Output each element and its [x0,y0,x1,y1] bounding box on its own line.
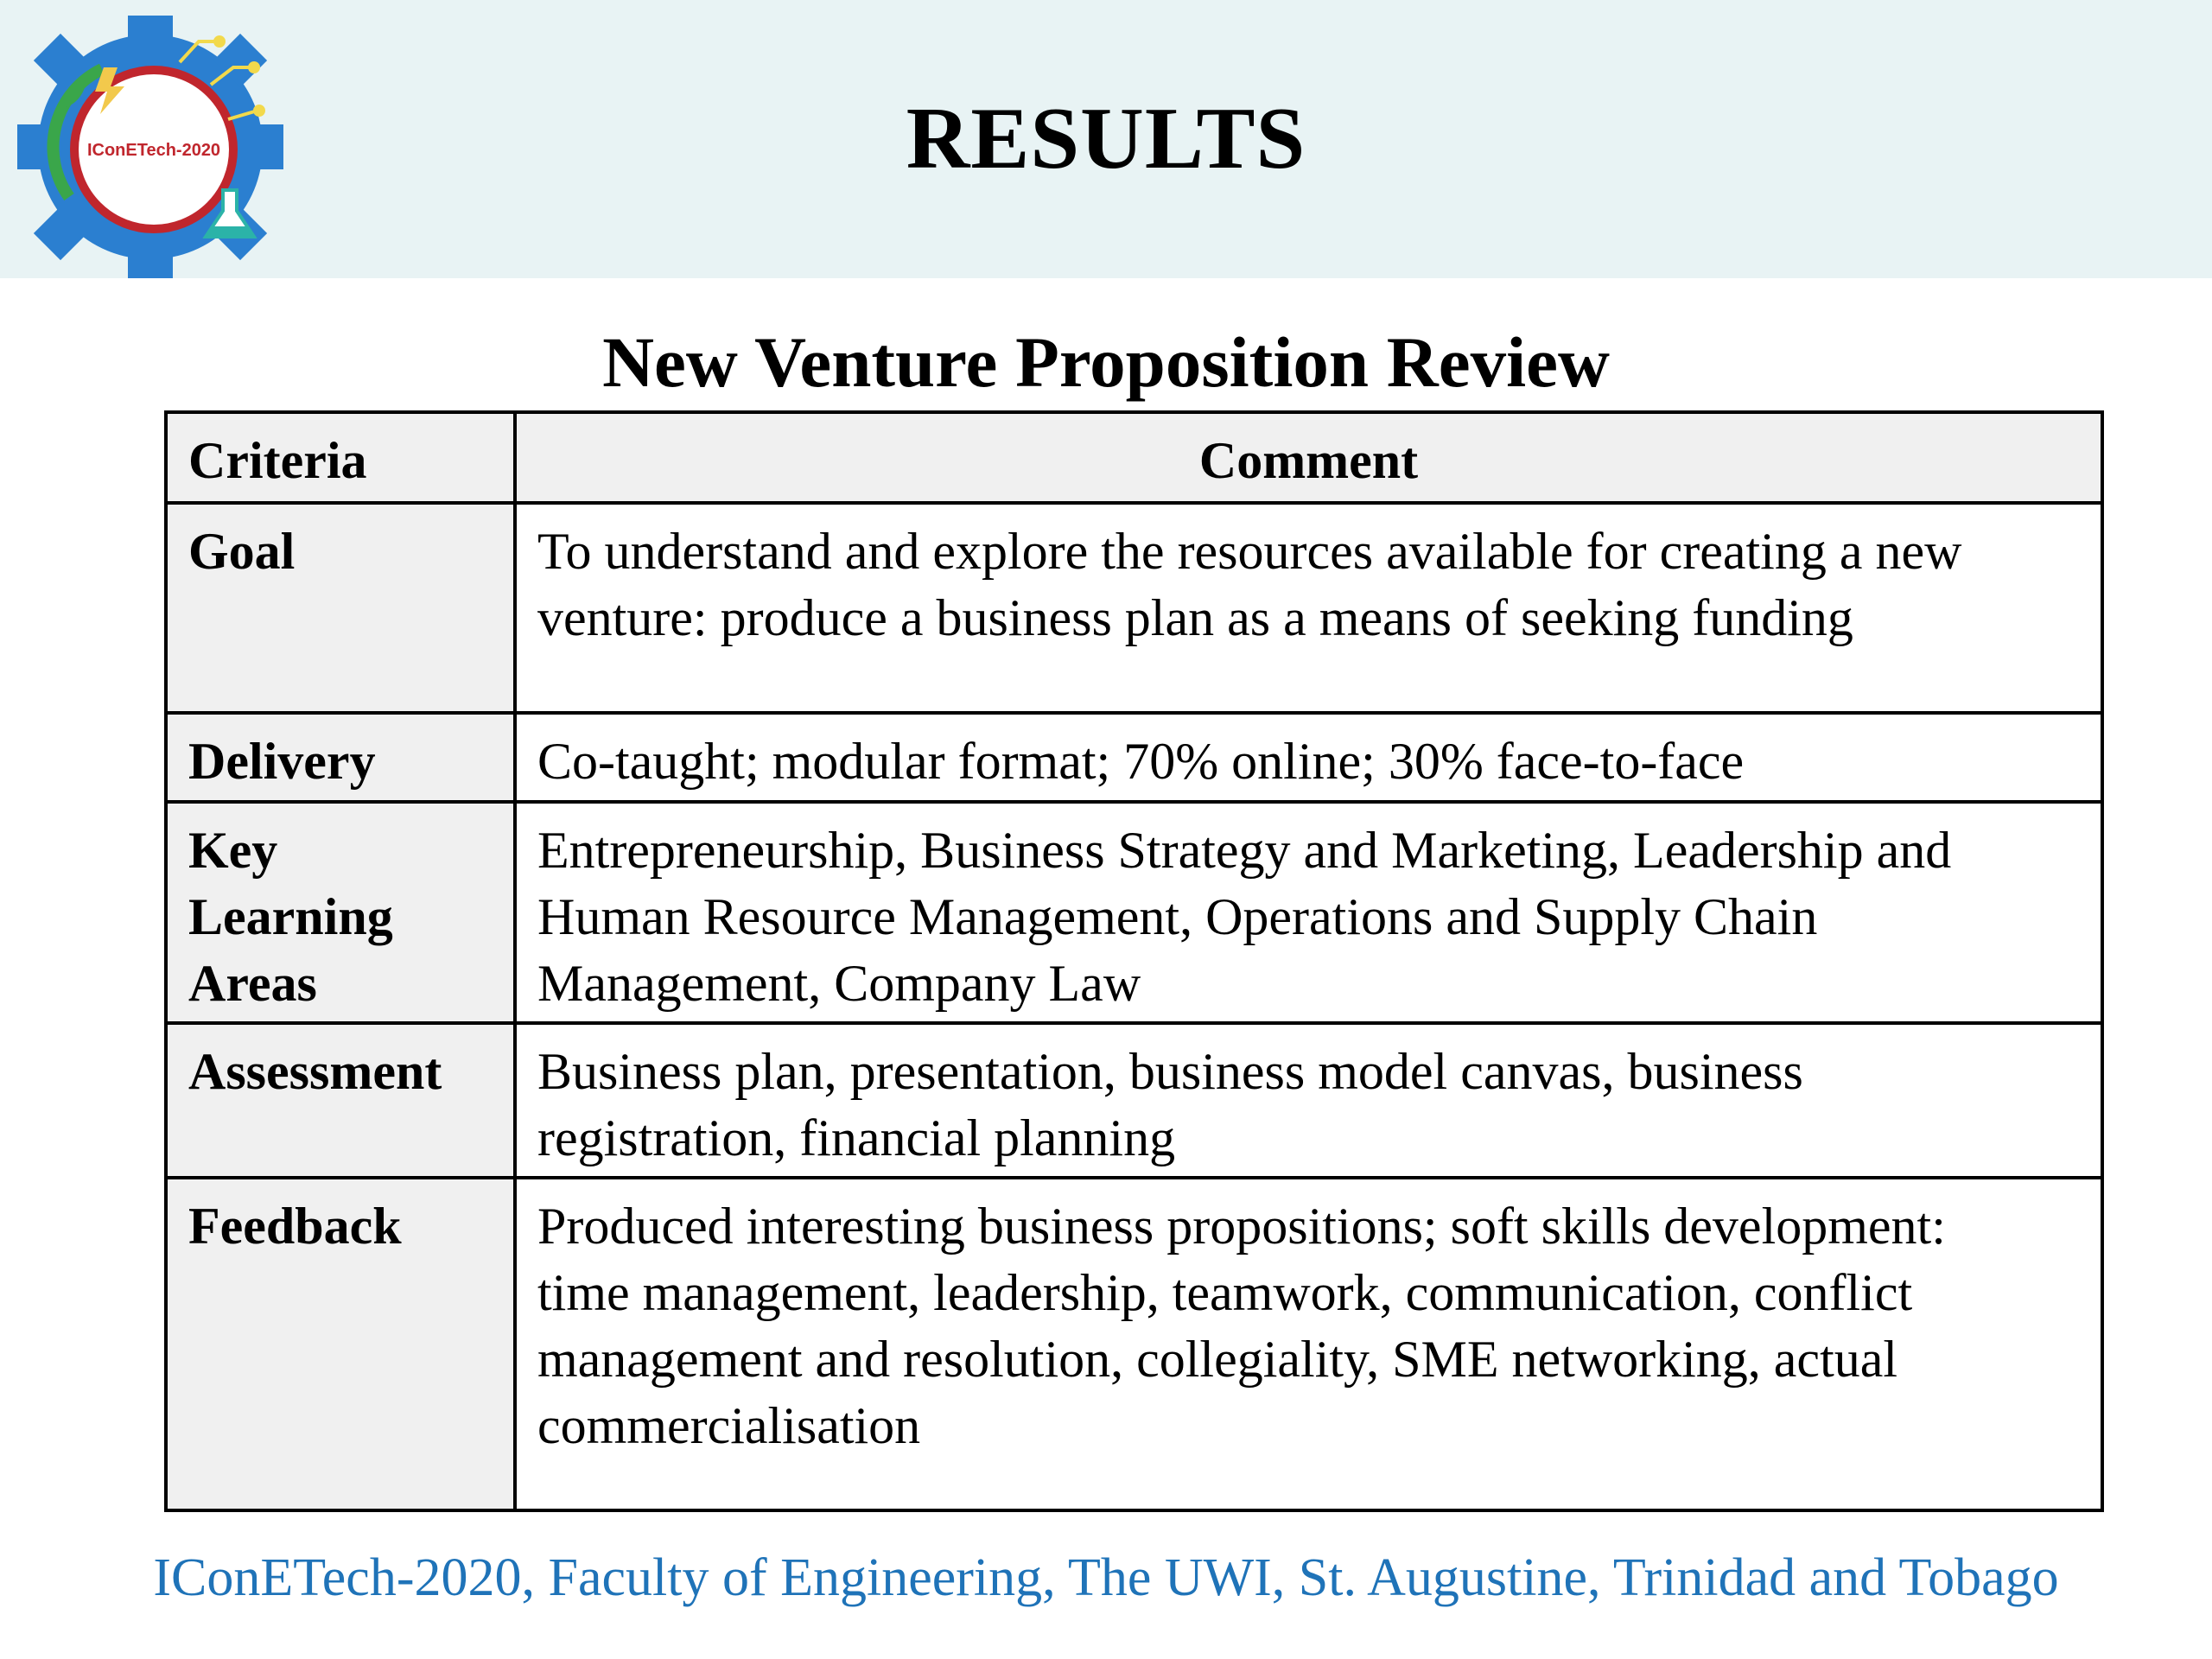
criteria-line: Areas [188,955,317,1012]
comment-line: time management, leadership, teamwork, communication, conflict [537,1264,1913,1321]
comment-line: commercialisation [537,1397,921,1454]
comment-cell [515,713,2102,802]
comment-line: Management, Company Law [537,955,1141,1012]
comment-line: Entrepreneurship, Business Strategy and Marketing, Leadership and [537,822,1952,879]
footer-text: IConETech-2020, Faculty of Engineering, The UWI, St. Augustine, Trinidad and Tobago [153,1548,2059,1607]
table-row [166,1023,2102,1178]
comment-cell [515,1178,2102,1510]
comment-line: Co-taught; modular format; 70% online; 30% face-to-face [537,733,1745,790]
review-table [164,410,2104,1512]
comment-line: Produced interesting business propositions; soft skills development: [537,1198,1946,1255]
slide-title: RESULTS [906,90,1306,188]
header-comment: Comment [515,412,2102,503]
table-row [166,802,2102,1023]
comment-line: To understand and explore the resources available for creating a new [537,523,1962,580]
table-header-row [166,412,2102,503]
criteria-cell: Goal [166,503,515,713]
criteria-cell: Assessment [166,1023,515,1178]
comment-line: management and resolution, collegiality, SME networking, actual [537,1331,1898,1388]
table-title: New Venture Proposition Review [602,322,1610,402]
table-row [166,1178,2102,1510]
criteria-line: Learning [188,888,393,945]
criteria-cell [166,802,515,1023]
comment-cell [515,503,2102,713]
table-row [166,503,2102,713]
comment-cell [515,802,2102,1023]
logo-text: IConETech-2020 [86,141,221,160]
comment-line: Human Resource Management, Operations and Supply Chain [537,888,1818,945]
comment-cell [515,1023,2102,1178]
comment-line: registration, financial planning [537,1109,1176,1166]
header-criteria: Criteria [166,412,515,503]
comment-line: Business plan, presentation, business model canvas, business [537,1043,1803,1100]
criteria-line: Key [188,822,278,879]
table-row [166,713,2102,802]
criteria-cell: Delivery [166,713,515,802]
comment-line: venture: produce a business plan as a means of seeking funding [537,589,1853,646]
criteria-cell: Feedback [166,1178,515,1510]
